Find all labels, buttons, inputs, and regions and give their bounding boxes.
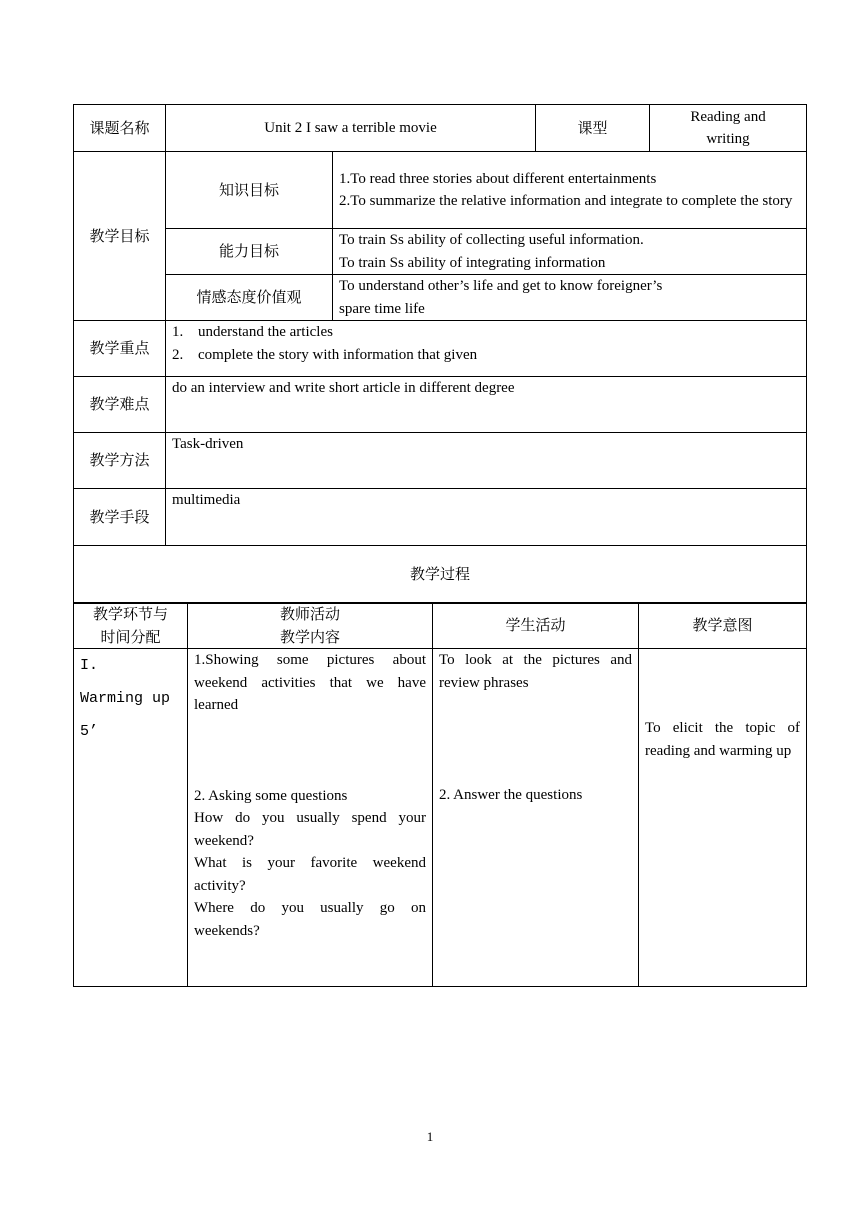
teacher-step-1: 1.Showing some pictures about weekend activities that we have learned <box>194 652 426 713</box>
knowledge-label: 知识目标 <box>166 152 333 229</box>
difficulties-label: 教学难点 <box>74 377 166 433</box>
ability-label: 能力目标 <box>166 229 333 275</box>
means-row <box>74 489 807 546</box>
process-table <box>73 602 807 987</box>
process-header-row <box>74 603 807 649</box>
key-points-list <box>172 321 800 367</box>
knowledge-line2: 2.To summarize the relative information and integrate to complete the story <box>339 193 793 209</box>
emotion-row <box>74 275 807 321</box>
means-label: 教学手段 <box>74 489 166 546</box>
stage-num: I. <box>80 657 99 674</box>
ability-value <box>333 229 807 275</box>
method-label: 教学方法 <box>74 433 166 489</box>
method-row <box>74 433 807 489</box>
process-title: 教学过程 <box>74 546 807 604</box>
type-value-line2: writing <box>706 131 750 147</box>
student-cell <box>433 649 639 987</box>
lesson-info-table <box>73 104 807 604</box>
ability-line2: To train Ss ability of integrating information <box>339 254 606 271</box>
teacher-cell <box>188 649 433 987</box>
key-points-label: 教学重点 <box>74 321 166 377</box>
ability-line1: To train Ss ability of collecting useful information. <box>339 232 644 248</box>
emotion-label: 情感态度价值观 <box>166 275 333 321</box>
intent-text: To elicit the topic of reading and warming up <box>645 720 800 759</box>
topic-label: 课题名称 <box>74 105 166 152</box>
table-row <box>74 649 807 987</box>
key-points-row <box>74 321 807 377</box>
key-points-value <box>166 321 807 377</box>
knowledge-value <box>333 152 807 229</box>
col-stage-header-line2: 时间分配 <box>100 627 161 646</box>
process-title-row <box>74 546 807 604</box>
page-number: 1 <box>426 1129 434 1144</box>
type-value-line1: Reading and <box>690 108 766 125</box>
teacher-question-1: How do you usually spend your weekend? <box>194 810 426 849</box>
knowledge-row <box>74 152 807 229</box>
col-teacher-header <box>188 603 433 649</box>
stage-time: 5’ <box>80 723 99 740</box>
teacher-question-2: What is your favorite weekend activity? <box>194 855 426 894</box>
emotion-line2: spare time life <box>339 300 425 317</box>
means-value: multimedia <box>166 489 807 546</box>
student-step-2: 2. Answer the questions <box>439 787 583 803</box>
knowledge-line1: 1.To read three stories about different entertainments <box>339 170 657 187</box>
topic-value: Unit 2 I saw a terrible movie <box>166 105 536 152</box>
intent-cell <box>639 649 807 987</box>
ability-row <box>74 229 807 275</box>
objectives-label: 教学目标 <box>74 152 166 321</box>
type-label: 课型 <box>536 105 650 152</box>
type-value <box>650 105 807 152</box>
difficulties-row <box>74 377 807 433</box>
col-stage-header-line1: 教学环节与 <box>92 605 168 623</box>
list-item: 2. complete the story with information that given <box>172 347 478 363</box>
method-value: Task-driven <box>166 433 807 489</box>
teacher-question-3: Where do you usually go on weekends? <box>194 900 426 939</box>
col-student-header: 学生活动 <box>433 603 639 649</box>
col-intent-header: 教学意图 <box>639 603 807 649</box>
student-step-1: To look at the pictures and review phrases <box>439 652 632 691</box>
emotion-value <box>333 275 807 321</box>
stage-name: Warming up <box>80 690 171 707</box>
col-teacher-header-line2: 教学内容 <box>279 627 340 646</box>
topic-row <box>74 105 807 152</box>
emotion-line1: To understand other’s life and get to know foreigner’s <box>339 278 663 294</box>
list-item: 1. understand the articles <box>172 324 333 340</box>
stage-cell <box>74 649 188 987</box>
difficulties-value: do an interview and write short article in different degree <box>166 377 807 433</box>
teacher-step-2: 2. Asking some questions <box>194 787 348 804</box>
col-stage-header <box>74 603 188 649</box>
col-teacher-header-line1: 教师活动 <box>279 605 340 623</box>
